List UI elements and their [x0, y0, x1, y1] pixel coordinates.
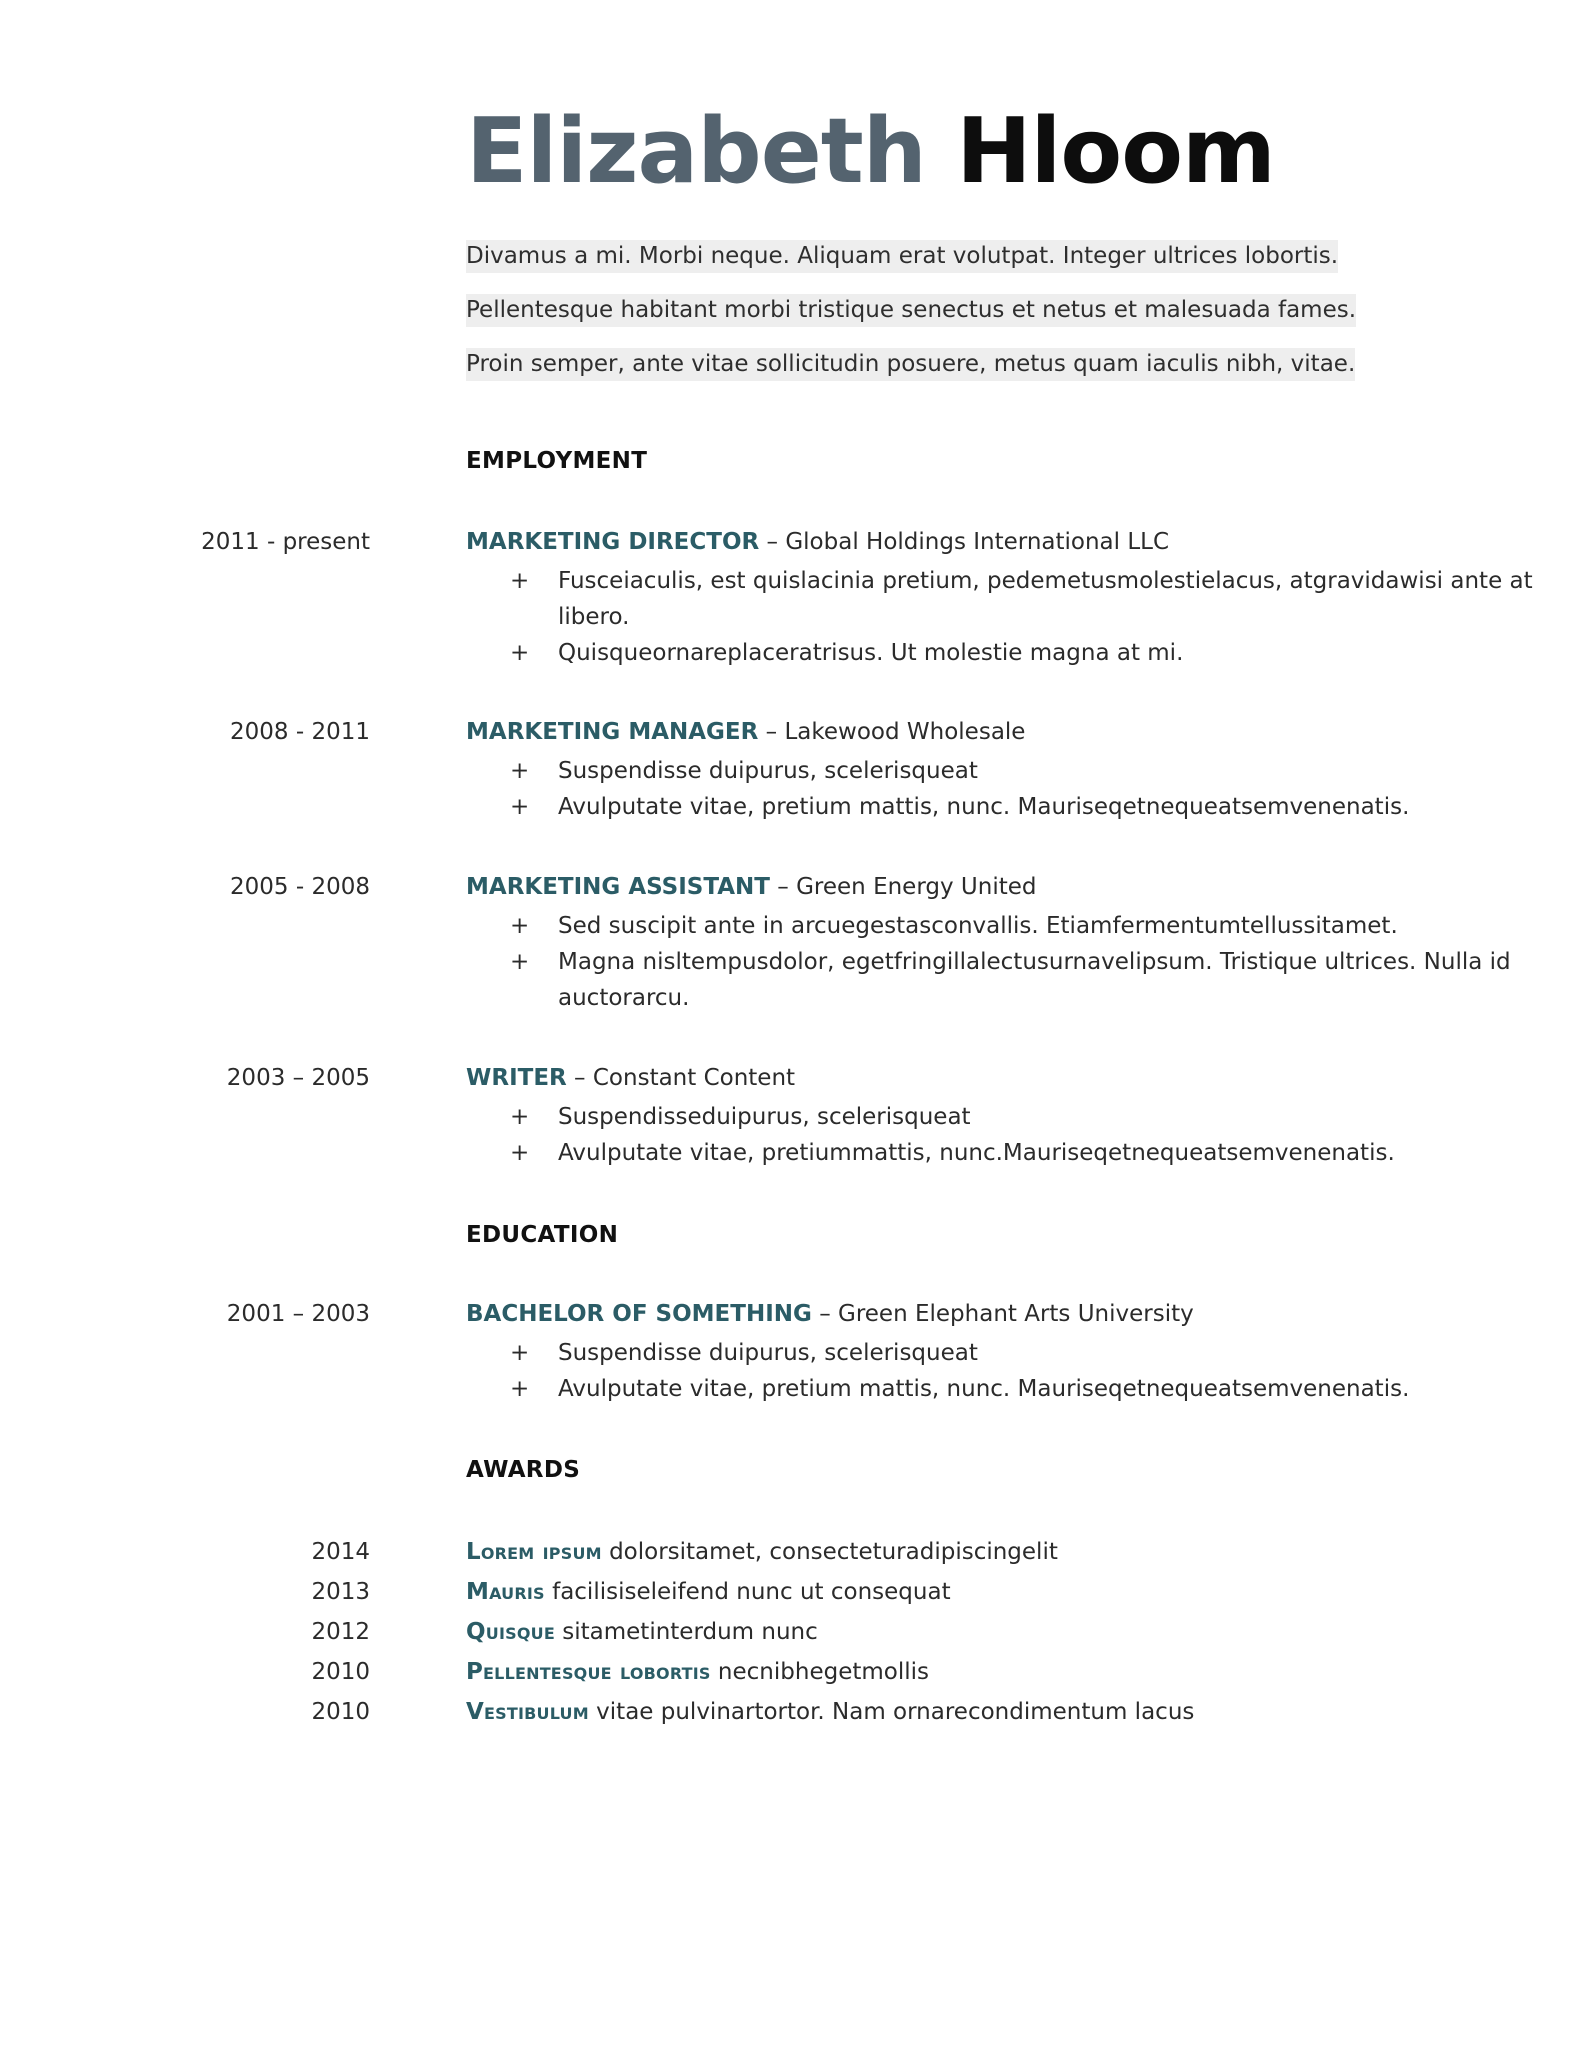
- entry-organization: – Green Energy United: [769, 874, 1037, 900]
- award-text: [466, 1655, 929, 1689]
- award-year: 2010: [311, 1699, 370, 1725]
- award-item: [0, 1615, 1583, 1655]
- award-lead: Vestibulum: [466, 1699, 589, 1725]
- entry-date: 2001 – 2003: [226, 1301, 370, 1327]
- entry-bullets: [466, 1335, 1578, 1407]
- entry-role: MARKETING DIRECTOR: [466, 529, 760, 555]
- bullet-item: [466, 944, 1578, 1016]
- plus-bullet-icon: +: [510, 1104, 530, 1130]
- bullet-item: [466, 1135, 1578, 1171]
- award-item: [0, 1655, 1583, 1695]
- award-description: dolorsitamet, consecteturadipiscingelit: [601, 1539, 1058, 1565]
- award-item: [0, 1535, 1583, 1575]
- award-lead: Mauris: [466, 1579, 545, 1605]
- bullet-item: [466, 1335, 1578, 1371]
- entry-bullets: [466, 753, 1578, 825]
- award-lead: Lorem ipsum: [466, 1539, 602, 1565]
- bullet-text: Avulputate vitae, pretium mattis, nunc. Mauriseqetnequeatsemvenenatis.: [558, 1376, 1410, 1402]
- bullet-text: Magna nisltempusdolor, egetfringillalectusurnavelipsum. Tristique ultrices. Nulla id auctorarcu.: [558, 949, 1511, 1011]
- award-year: 2010: [311, 1659, 370, 1685]
- bullet-item: [466, 1099, 1578, 1135]
- award-description: sitametinterdum nunc: [554, 1619, 818, 1645]
- award-item: [0, 1695, 1583, 1735]
- bullet-item: [466, 635, 1578, 671]
- plus-bullet-icon: +: [510, 949, 530, 975]
- summary-line: Divamus a mi. Morbi neque. Aliquam erat volutpat. Integer ultrices lobortis.: [466, 240, 1338, 273]
- entry-role: WRITER: [466, 1065, 567, 1091]
- award-text: [466, 1695, 1194, 1729]
- entry-role: MARKETING ASSISTANT: [466, 874, 770, 900]
- award-description: vitae pulvinartortor. Nam ornarecondimentum lacus: [588, 1699, 1195, 1725]
- award-year: 2014: [311, 1539, 370, 1565]
- entry-bullets: [466, 908, 1578, 1016]
- bullet-text: Avulputate vitae, pretiummattis, nunc.Mauriseqetnequeatsemvenenatis.: [558, 1140, 1395, 1166]
- entry-bullets: [466, 563, 1578, 671]
- plus-bullet-icon: +: [510, 913, 530, 939]
- bullet-text: Quisqueornareplaceratrisus. Ut molestie magna at mi.: [558, 640, 1184, 666]
- bullet-text: Avulputate vitae, pretium mattis, nunc. Mauriseqetnequeatsemvenenatis.: [558, 794, 1410, 820]
- plus-bullet-icon: +: [510, 640, 530, 666]
- entry-organization: – Green Elephant Arts University: [811, 1301, 1194, 1327]
- plus-bullet-icon: +: [510, 794, 530, 820]
- entry-role: BACHELOR OF SOMETHING: [466, 1301, 812, 1327]
- last-name: Hloom: [956, 99, 1275, 204]
- award-text: [466, 1615, 818, 1649]
- entry-title: [466, 715, 1025, 749]
- bullet-text: Suspendisse duipurus, scelerisqueat: [558, 1340, 978, 1366]
- entry-organization: – Lakewood Wholesale: [758, 719, 1026, 745]
- award-lead: Pellentesque lobortis: [466, 1659, 711, 1685]
- plus-bullet-icon: +: [510, 758, 530, 784]
- plus-bullet-icon: +: [510, 1140, 530, 1166]
- bullet-item: [466, 908, 1578, 944]
- entry-organization: – Constant Content: [566, 1065, 796, 1091]
- awards-heading: AWARDS: [466, 1457, 581, 1483]
- entry-date: 2011 - present: [201, 529, 370, 555]
- award-year: 2012: [311, 1619, 370, 1645]
- award-text: [466, 1575, 951, 1609]
- first-name: Elizabeth: [466, 99, 926, 204]
- entry-date: 2005 - 2008: [230, 874, 370, 900]
- entry-title: [466, 1061, 795, 1095]
- award-lead: Quisque: [466, 1619, 555, 1645]
- bullet-text: Fusceiaculis, est quislacinia pretium, pedemetusmolestielacus, atgravidawisi ante at libero.: [558, 568, 1533, 630]
- plus-bullet-icon: +: [510, 1376, 530, 1402]
- entry-bullets: [466, 1099, 1578, 1171]
- entry-date: 2003 – 2005: [226, 1065, 370, 1091]
- entry-title: [466, 1297, 1194, 1331]
- resume-name: [466, 92, 1275, 212]
- award-description: necnibhegetmollis: [710, 1659, 930, 1685]
- entry-organization: – Global Holdings International LLC: [759, 529, 1170, 555]
- award-description: facilisiseleifend nunc ut consequat: [544, 1579, 951, 1605]
- award-item: [0, 1575, 1583, 1615]
- summary-line: Pellentesque habitant morbi tristique senectus et netus et malesuada fames.: [466, 294, 1356, 327]
- bullet-item: [466, 563, 1578, 635]
- entry-title: [466, 525, 1169, 559]
- entry-date: 2008 - 2011: [230, 719, 370, 745]
- summary-line: Proin semper, ante vitae sollicitudin posuere, metus quam iaculis nibh, vitae.: [466, 348, 1355, 381]
- entry-title: [466, 870, 1036, 904]
- education-heading: EDUCATION: [466, 1222, 619, 1248]
- bullet-text: Sed suscipit ante in arcuegestasconvallis. Etiamfermentumtellussitamet.: [558, 913, 1398, 939]
- award-year: 2013: [311, 1579, 370, 1605]
- bullet-text: Suspendisse duipurus, scelerisqueat: [558, 758, 978, 784]
- summary: [466, 240, 1486, 402]
- plus-bullet-icon: +: [510, 568, 530, 594]
- bullet-item: [466, 789, 1578, 825]
- bullet-item: [466, 1371, 1578, 1407]
- bullet-text: Suspendisseduipurus, scelerisqueat: [558, 1104, 971, 1130]
- plus-bullet-icon: +: [510, 1340, 530, 1366]
- employment-heading: EMPLOYMENT: [466, 448, 648, 474]
- award-text: [466, 1535, 1058, 1569]
- entry-role: MARKETING MANAGER: [466, 719, 759, 745]
- bullet-item: [466, 753, 1578, 789]
